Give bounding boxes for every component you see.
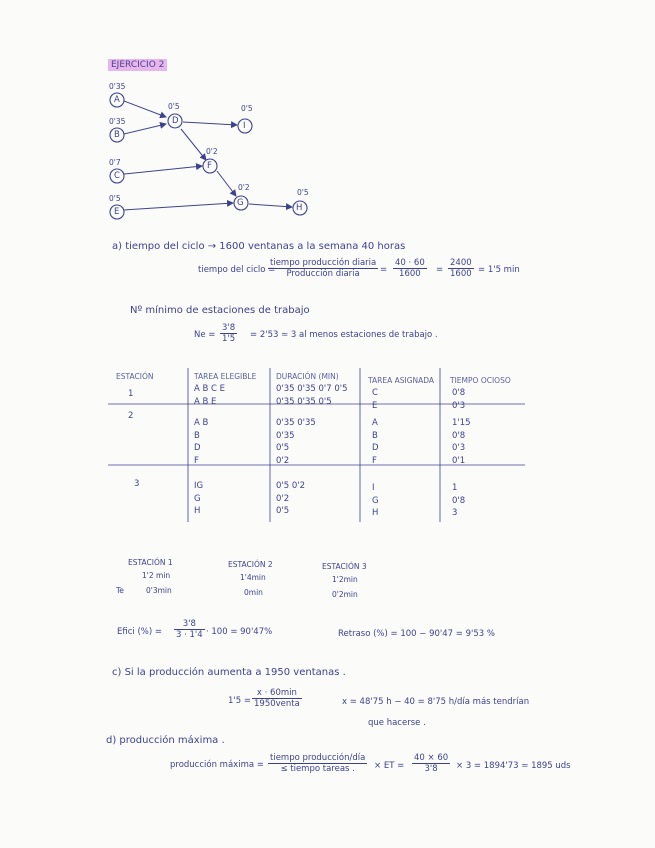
- summary-te-label: Te: [116, 586, 124, 595]
- summary-st1-time: 1'2 min: [142, 571, 171, 580]
- node-label-A: A: [114, 95, 120, 105]
- node-time-F: 0'2: [206, 147, 218, 156]
- row3-idle: 1 0'8 3: [452, 483, 466, 518]
- node-label-C: C: [114, 171, 120, 181]
- node-label-F: F: [207, 161, 212, 171]
- part-c-result: x = 48'75 h − 40 = 8'75 h/día más tendrían: [342, 697, 530, 707]
- summary-st2-label: ESTACIÓN 2: [228, 560, 273, 569]
- row3-station: 3: [134, 479, 140, 489]
- node-time-C: 0'7: [109, 158, 121, 167]
- cycle-right-fraction: $\frac{2400}{1600}$: [450, 258, 472, 279]
- col-header-assigned: TAREA ASIGNADA: [368, 376, 435, 385]
- delay-result: Retraso (%) = 100 − 90'47 = 9'53 %: [338, 629, 495, 639]
- part-d-mult: × ET =: [374, 761, 405, 771]
- summary-st3-label: ESTACIÓN 3: [322, 562, 367, 571]
- summary-st1-label: ESTACIÓN 1: [128, 558, 173, 567]
- notebook-page: EJERCICIO 2 A B C E D F I G H 0'35 0'35 0'7 0'5 0'5 0'2 0'5 0'2 0'5 a) tiempo del ciclo → 1600 ventanas a la semana 40 horas tiempo del ciclo = tiempo producción diaria Producción diaria = $\frac{40 \cdot 60}{1600}$ = $\frac{2400}{1600}$ = 1'5 min Nº mínimo de estaciones de trabajo Ne = $\frac{3'8}{1'5}$ = 2'53 ≃ 3 al menos estaciones de trabajo . ESTACIÓN TAREA ELEGIBLE DURACIÓN (MIN) TAREA ASIGNADA TIEMPO OCIOSO 1 A B C E A B E 0'35 0'35 0'7 0'5 0'35 0'35 0'5 C E 0'8 0'3 2 A B B D F 0'35 0'35 0'35 0'5 0'2 A B D F 1'15 0'8 0'3 0'1 3 IG G H 0'5 0'2 0'2 0'5 I G H 1 0'8 3 ESTACIÓN 1 1'2 min Te 0'3min ESTACIÓN 2 1'4min 0min ESTACIÓN 3 1'2min 0'2min Efici (%) = $\frac{3'8}{3 \cdot 1'4}$ · 100 = 90'47% Retraso (%) = 100 − 90'47 = 9'53 % c) Si la producción aumenta a 1950 ventanas . 1'5 = x · 60min 1950venta x = 48'75 h − 40 = 8'75 h/día más tendrían que hacerse . d) producción máxima . producción máxima = tiempo producción/día ≤ tiempo tareas . × ET = $\frac{40 \times 60}{3'8}$ × 3 = 1894'73 ≃ 1895 uds: [0, 0, 655, 848]
- node-label-I: I: [243, 121, 246, 131]
- part-d-fraction-2: $\frac{40 \times 60}{3'8}$: [414, 753, 449, 774]
- col-header-duration: DURACIÓN (MIN): [276, 372, 339, 381]
- summary-st2-idle: 0min: [244, 588, 263, 597]
- row1-station: 1: [128, 389, 134, 399]
- row3-duration: 0'5 0'2 0'2 0'5: [276, 481, 306, 516]
- part-c-lhs: 1'5 =: [228, 696, 251, 706]
- ne-fraction: $\frac{3'8}{1'5}$: [222, 323, 236, 344]
- col-header-eligible: TAREA ELEGIBLE: [194, 372, 257, 381]
- cycle-mid-fraction: $\frac{40 \cdot 60}{1600}$: [395, 258, 425, 279]
- summary-st3-time: 1'2min: [332, 575, 358, 584]
- stations-label: Nº mínimo de estaciones de trabajo: [130, 305, 310, 316]
- ne-label: Ne =: [194, 330, 216, 340]
- part-d-fraction-1: tiempo producción/día ≤ tiempo tareas .: [270, 753, 366, 774]
- row1-duration: 0'35 0'35 0'7 0'5 0'35 0'35 0'5: [276, 384, 348, 407]
- node-label-B: B: [114, 130, 120, 140]
- part-a-intro: a) tiempo del ciclo → 1600 ventanas a la semana 40 horas: [112, 241, 406, 252]
- cycle-frac-num: tiempo producción diaria: [270, 258, 377, 268]
- part-c-fraction: x · 60min 1950venta: [254, 688, 300, 709]
- summary-st2-time: 1'4min: [240, 573, 266, 582]
- row1-eligible: A B C E A B E: [194, 384, 226, 407]
- row2-duration: 0'35 0'35 0'35 0'5 0'2: [276, 418, 316, 466]
- node-time-A: 0'35: [109, 82, 126, 91]
- node-time-H: 0'5: [297, 188, 309, 197]
- part-d-label: producción máxima =: [170, 760, 264, 770]
- ne-result: = 2'53 ≃ 3 al menos estaciones de trabajo .: [250, 330, 438, 340]
- cycle-result: = 1'5 min: [478, 265, 520, 275]
- part-d-intro: d) producción máxima .: [106, 735, 225, 746]
- part-d-result: × 3 = 1894'73 ≃ 1895 uds: [456, 761, 571, 771]
- efficiency-result: · 100 = 90'47%: [206, 627, 273, 637]
- row2-assigned: A B D F: [372, 418, 379, 466]
- row2-idle: 1'15 0'8 0'3 0'1: [452, 418, 471, 466]
- node-label-D: D: [172, 116, 179, 126]
- summary-st1-idle: 0'3min: [146, 586, 172, 595]
- row2-station: 2: [128, 411, 134, 421]
- node-time-I: 0'5: [241, 104, 253, 113]
- col-header-idle: TIEMPO OCIOSO: [450, 376, 511, 385]
- node-time-G: 0'2: [238, 183, 250, 192]
- row3-eligible: IG G H: [194, 481, 204, 516]
- cycle-time-fraction: [268, 258, 378, 279]
- row1-idle: 0'8 0'3: [452, 388, 466, 411]
- node-time-D: 0'5: [168, 102, 180, 111]
- part-c-intro: c) Si la producción aumenta a 1950 ventanas .: [112, 667, 346, 678]
- node-label-E: E: [114, 207, 120, 217]
- row2-eligible: A B B D F: [194, 418, 209, 466]
- part-c-result2: que hacerse .: [368, 718, 426, 728]
- node-time-B: 0'35: [109, 117, 126, 126]
- node-time-E: 0'5: [109, 194, 121, 203]
- efficiency-label: Efici (%) =: [117, 627, 162, 637]
- cycle-time-label: tiempo del ciclo =: [198, 265, 276, 275]
- col-header-station: ESTACIÓN: [116, 372, 154, 381]
- row1-assigned: C E: [372, 388, 378, 411]
- row3-assigned: I G H: [372, 483, 379, 518]
- node-label-G: G: [237, 198, 244, 208]
- cycle-frac-den: Producción diaria: [286, 269, 360, 279]
- exercise-title: EJERCICIO 2: [108, 59, 167, 71]
- summary-st3-idle: 0'2min: [332, 590, 358, 599]
- node-label-H: H: [296, 203, 303, 213]
- efficiency-fraction: $\frac{3'8}{3 \cdot 1'4}$: [176, 619, 203, 640]
